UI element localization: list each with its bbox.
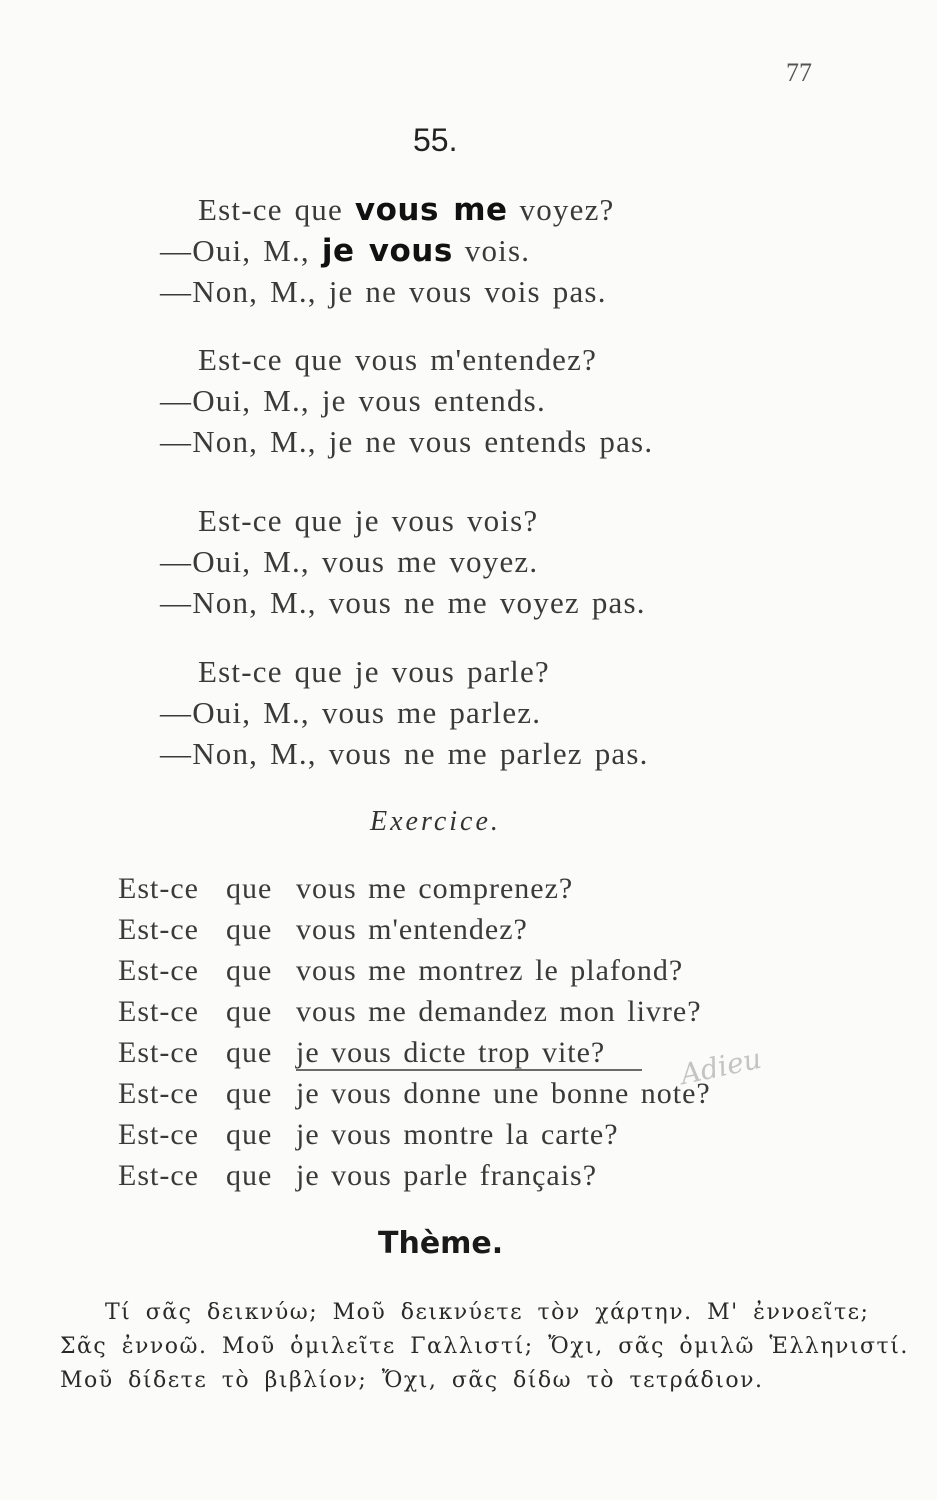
- block-2-yes: —Oui, M., je vous entends.: [160, 383, 546, 418]
- pencil-note: Adieu: [677, 1041, 765, 1092]
- block-4-question: Est-ce que je vous parle?: [198, 654, 550, 689]
- theme-heading: Thème.: [378, 1226, 504, 1261]
- block-3-yes: —Oui, M., vous me voyez.: [160, 544, 539, 579]
- exercise-word-que: que: [226, 1118, 273, 1151]
- greek-line-3: Μοῦ δίδετε τὸ βιβλίον; Ὄχι, σᾶς δίδω τὸ τετράδιον.: [60, 1368, 764, 1393]
- exercise-row-8: [118, 1159, 597, 1193]
- exercise-rest: je vous donne une bonne note?: [296, 1077, 711, 1110]
- exercise-row-5: [118, 1036, 605, 1070]
- exercise-rest: je vous montre la carte?: [296, 1118, 619, 1151]
- text-segment: voyez?: [507, 192, 615, 227]
- block-3-no: —Non, M., vous ne me voyez pas.: [160, 585, 646, 620]
- exercise-word-que: que: [226, 995, 273, 1028]
- exercise-word-estce: Est-ce: [118, 1159, 199, 1192]
- pencil-underline: [296, 1069, 642, 1071]
- exercise-row-3: [118, 954, 683, 988]
- exercise-rest: je vous parle français?: [296, 1159, 598, 1192]
- exercise-row-2: [118, 913, 528, 947]
- exercise-row-6: [118, 1077, 711, 1111]
- exercise-row-4: [118, 995, 702, 1029]
- bold-segment: je vous: [321, 233, 453, 269]
- exercise-heading: Exercice.: [370, 806, 501, 837]
- block-2-question: Est-ce que vous m'entendez?: [198, 342, 598, 377]
- lesson-number: 55.: [413, 122, 458, 158]
- block-4-yes: —Oui, M., vous me parlez.: [160, 695, 542, 730]
- block-3-question: Est-ce que je vous vois?: [198, 503, 539, 538]
- exercise-word-estce: Est-ce: [118, 954, 199, 987]
- block-4-no: —Non, M., vous ne me parlez pas.: [160, 736, 649, 771]
- exercise-word-que: que: [226, 872, 273, 905]
- exercise-word-que: que: [226, 913, 273, 946]
- block-1-question: [198, 192, 615, 228]
- exercise-word-que: que: [226, 1036, 273, 1069]
- block-2-no: —Non, M., je ne vous entends pas.: [160, 424, 654, 459]
- bold-segment: vous me: [354, 192, 508, 228]
- exercise-row-7: [118, 1118, 619, 1152]
- text-segment: —Oui, M.,: [160, 233, 322, 268]
- exercise-word-estce: Est-ce: [118, 1077, 199, 1110]
- block-1-no: —Non, M., je ne vous vois pas.: [160, 274, 607, 309]
- greek-line-2: Σᾶς ἐννοῶ. Μοῦ ὁμιλεῖτε Γαλλιστί; Ὄχι, σᾶς ὁμιλῶ Ἑλληνιστί.: [60, 1334, 909, 1359]
- exercise-word-estce: Est-ce: [118, 1118, 199, 1151]
- exercise-rest: je vous dicte trop vite?: [296, 1036, 606, 1069]
- greek-line-1: Τί σᾶς δεικνύω; Μοῦ δεικνύετε τὸν χάρτην. Μ' ἐννοεῖτε;: [105, 1300, 870, 1325]
- exercise-rest: vous m'entendez?: [296, 913, 528, 946]
- exercise-rest: vous me comprenez?: [296, 872, 574, 905]
- block-1-yes: [160, 233, 530, 269]
- exercise-row-1: [118, 872, 573, 906]
- exercise-word-estce: Est-ce: [118, 913, 199, 946]
- page-number: 77: [786, 58, 812, 87]
- exercise-word-estce: Est-ce: [118, 1036, 199, 1069]
- text-segment: vois.: [452, 233, 531, 268]
- exercise-word-que: que: [226, 1159, 273, 1192]
- exercise-word-estce: Est-ce: [118, 995, 199, 1028]
- exercise-rest: vous me montrez le plafond?: [296, 954, 684, 987]
- exercise-word-que: que: [226, 1077, 273, 1110]
- exercise-word-que: que: [226, 954, 273, 987]
- exercise-rest: vous me demandez mon livre?: [296, 995, 702, 1028]
- text-segment: Est-ce que: [198, 192, 355, 227]
- exercise-word-estce: Est-ce: [118, 872, 199, 905]
